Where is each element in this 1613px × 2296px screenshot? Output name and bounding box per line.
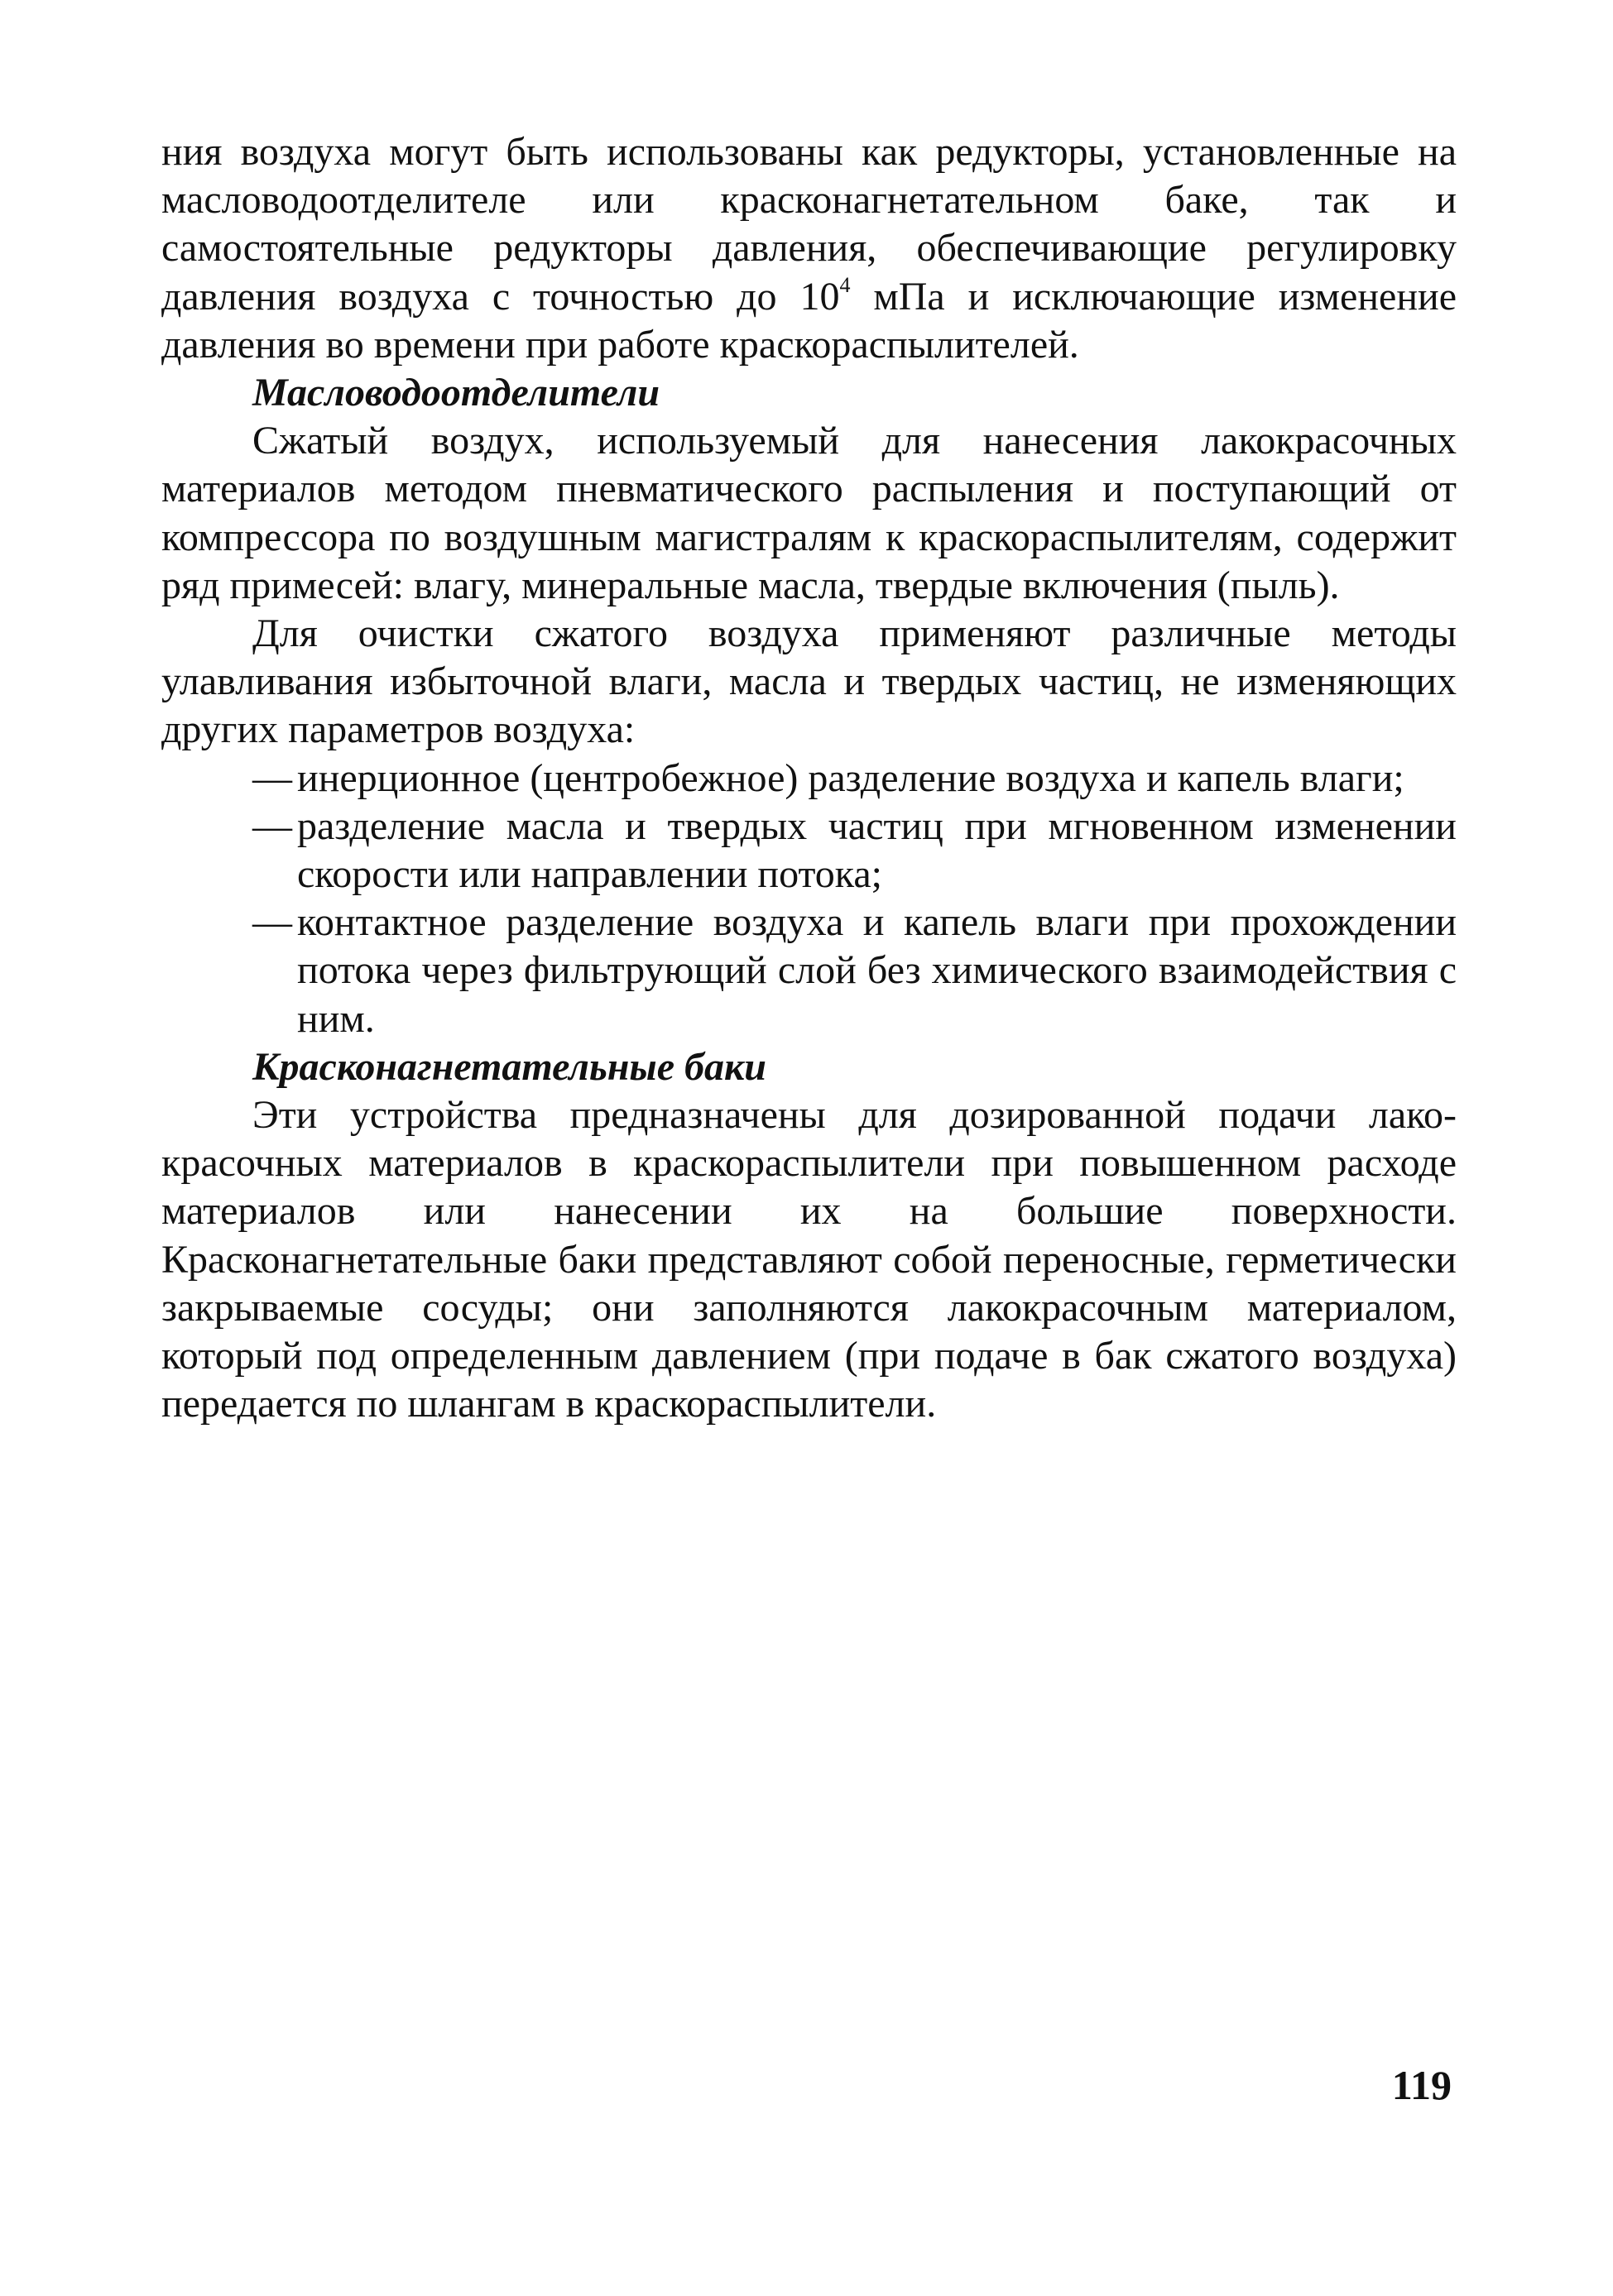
- page-number: 119: [1391, 2062, 1452, 2108]
- list-item: [252, 803, 1457, 899]
- intro-paragraph: [161, 128, 1457, 369]
- list-dash: —: [252, 755, 292, 800]
- intro-text-end: мПа и исключающие изменение давления во времени при работе краскораспылителей.: [161, 274, 1457, 367]
- cleaning-methods-list: [161, 755, 1457, 1043]
- intro-text-start: ния воздуха могут быть использованы как редукторы, установленные на масловодоотделителе или красконагнетательном баке, так и самостоятельные редукторы давления, обеспечивающие регулировку давления воздуха с точностью до 10: [161, 130, 1457, 319]
- paragraph-compressed-air: Сжатый воздух, используемый для нанесения лакокрасочных материалов методом пневматического распыления и поступающий от компрессора по воздушным магистралям к краскораспылителям, содержит ряд примесей: влагу, минеральные масла, твердые включения (пыль).: [161, 419, 1457, 607]
- list-dash: —: [252, 803, 292, 848]
- list-item: [252, 755, 1457, 803]
- section-heading-oil-water-separators: Масловодоотделители: [252, 371, 660, 415]
- paragraph-air-cleaning: Для очистки сжатого воздуха применяют различные методы улавливания избыточной влаги, масла и твердых частиц, не изменяющих других параметров воздуха:: [161, 611, 1457, 752]
- list-item-text: разделение масла и твердых частиц при мгновенном изменении скорости или направлении потока;: [297, 803, 1457, 897]
- list-item: [252, 899, 1457, 1043]
- list-item-text: инерционное (центробежное) разделение воздуха и капель влаги;: [297, 755, 1404, 800]
- page-body: [161, 128, 1457, 1428]
- paragraph-pressure-tanks: Эти устройства предназначены для дозированной подачи лакокрасочных материалов в краскораспылители при повышенном расходе материалов или нанесении их на большие поверхности. Красконагнетательные баки представляют собой переносные, герметически закрываемые сосуды; они заполняются лакокрасочным материалом, который под определенным давлением (при подаче в бак сжатого воздуха) передается по шлангам в краскораспылители.: [161, 1093, 1457, 1426]
- exponent: 4: [839, 272, 851, 297]
- section-heading-pressure-tanks: Красконагнетательные баки: [252, 1044, 766, 1089]
- list-dash: —: [252, 900, 292, 945]
- list-item-text: контактное разделение воздуха и капель влаги при прохождении потока через фильтрующий слой без химического взаимодействия с ним.: [297, 900, 1457, 1041]
